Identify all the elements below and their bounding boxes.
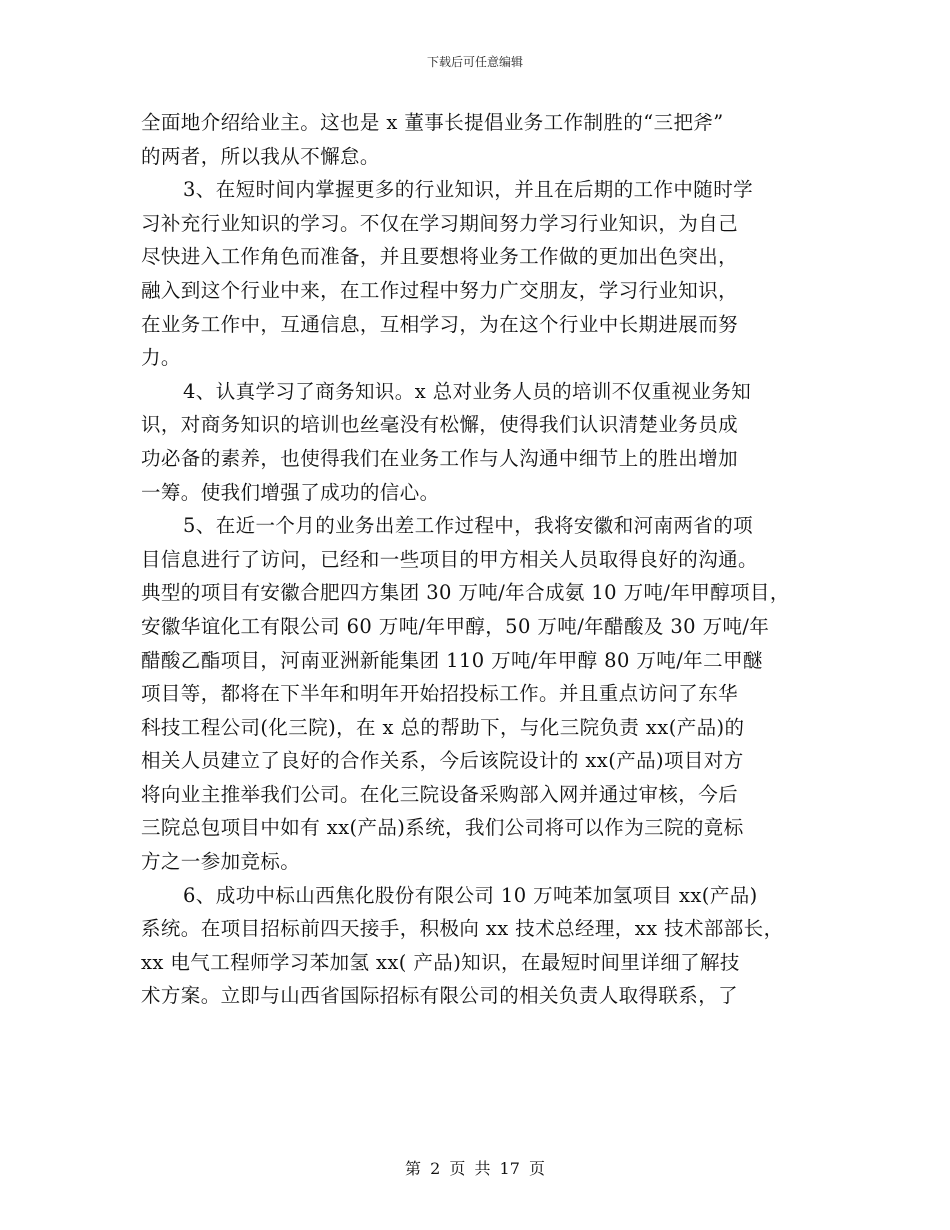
text-line: 在业务工作中，互通信息，互相学习，为在这个行业中长期进展而努 — [141, 312, 739, 336]
document-body — [141, 106, 821, 1013]
text-line: 一筹。使我们增强了成功的信心。 — [141, 480, 440, 504]
text-line: 典型的项目有安徽合肥四方集团 30 万吨/年合成氨 10 万吨/年甲醇项目， — [141, 581, 790, 605]
text-line: 功必备的素养，也使得我们在业务工作与人沟通中细节上的胜出增加 — [141, 446, 739, 470]
text-line: 识，对商务知识的培训也丝毫没有松懈，使得我们认识清楚业务员成 — [141, 413, 739, 437]
paragraph-first-line: 6、成功中标山西焦化股份有限公司 10 万吨苯加氢项目 xx(产品) — [183, 883, 758, 907]
text-line: xx 电气工程师学习苯加氢 xx( 产品)知识，在最短时间里详细了解技 — [141, 950, 740, 974]
text-line: 目信息进行了访问，已经和一些项目的甲方相关人员取得良好的沟通。 — [141, 547, 758, 571]
text-line: 三院总包项目中如有 xx(产品)系统，我们公司将可以作为三院的竟标 — [141, 816, 744, 840]
paragraph-first-line: 4、认真学习了商务知识。x 总对业务人员的培训不仅重视业务知 — [183, 379, 752, 403]
text-line: 系统。在项目招标前四天接手，积极向 xx 技术总经理，xx 技术部部长， — [141, 917, 784, 941]
paragraph-first-line: 5、在近一个月的业务出差工作过程中，我将安徽和河南两省的项 — [183, 514, 754, 538]
text-line: 的两者，所以我从不懈怠。 — [141, 144, 380, 168]
text-line: 方之一参加竞标。 — [141, 850, 301, 874]
text-line: 力。 — [141, 346, 181, 370]
text-line: 科技工程公司(化三院)，在 x 总的帮助下，与化三院负责 xx(产品)的 — [141, 715, 745, 739]
text-line: 项目等，都将在下半年和明年开始招投标工作。并且重点访问了东华 — [141, 682, 739, 706]
text-line: 将向业主推举我们公司。在化三院设备采购部入网并通过审核，今后 — [141, 782, 739, 806]
text-line: 安徽华谊化工有限公司 60 万吨/年甲醇，50 万吨/年醋酸及 30 万吨/年 — [141, 614, 770, 638]
text-line: 习补充行业知识的学习。不仅在学习期间努力学习行业知识，为自己 — [141, 211, 739, 235]
text-line: 醋酸乙酯项目，河南亚洲新能集团 110 万吨/年甲醇 80 万吨/年二甲醚 — [141, 648, 763, 672]
text-line: 全面地介绍给业主。这也是 x 董事长提倡业务工作制胜的“三把斧” — [141, 111, 724, 134]
page-footer: 第 2 页 共 17 页 — [405, 1159, 545, 1178]
text-line: 相关人员建立了良好的合作关系，今后该院设计的 xx(产品)项目对方 — [141, 749, 744, 773]
text-line: 融入到这个行业中来，在工作过程中努力广交朋友，学习行业知识， — [141, 278, 739, 302]
text-line: 尽快进入工作角色而准备，并且要想将业务工作做的更加出色突出， — [141, 245, 739, 269]
text-line: 术方案。立即与山西省国际招标有限公司的相关负责人取得联系，了 — [141, 984, 739, 1008]
paragraph-first-line: 3、在短时间内掌握更多的行业知识，并且在后期的工作中随时学 — [183, 178, 754, 202]
page-header: 下载后可任意编辑 — [426, 55, 523, 69]
